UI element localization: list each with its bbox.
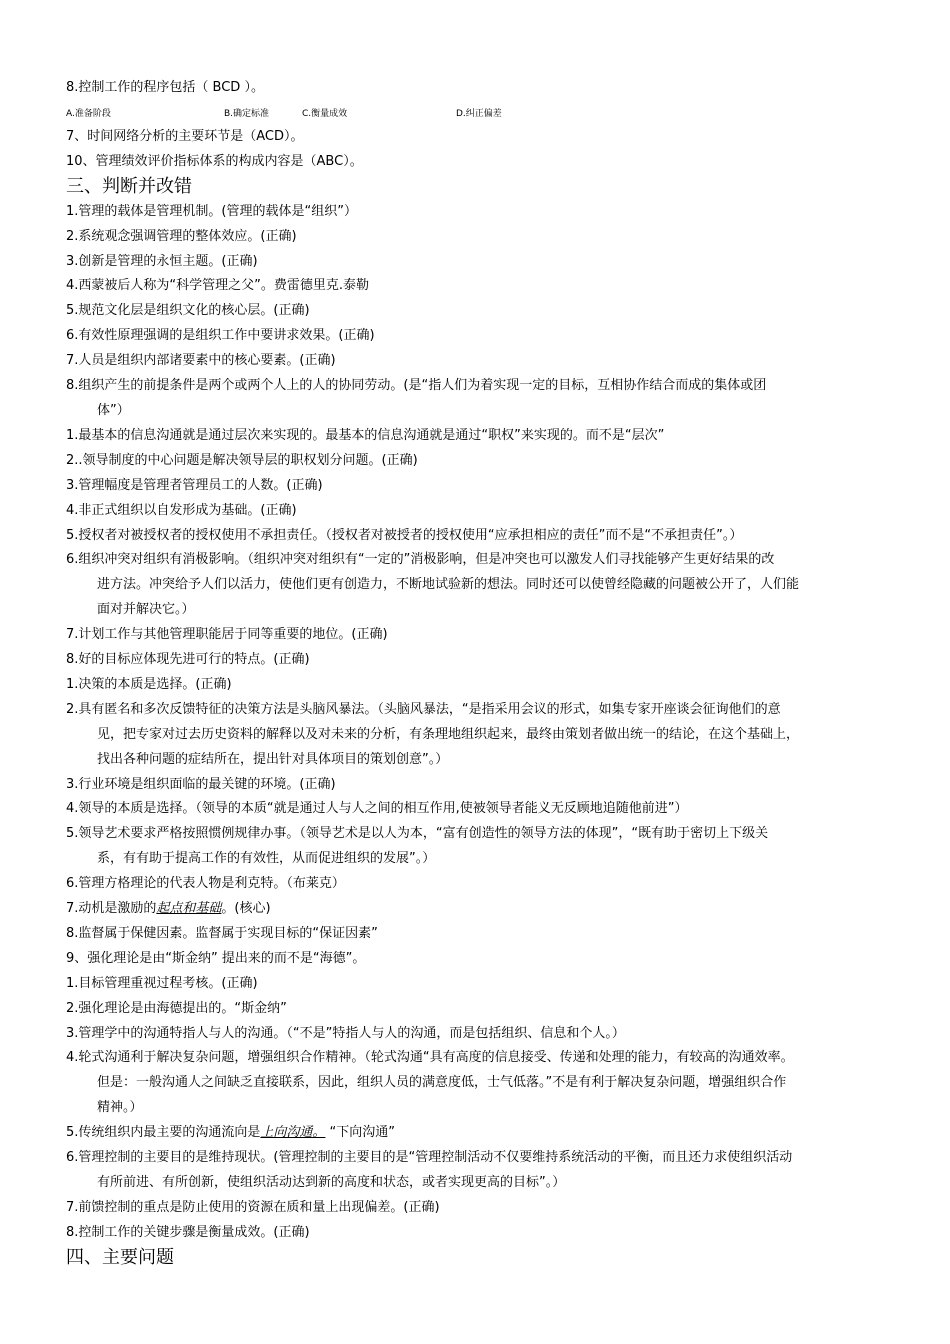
text-line-cont: 但是：一般沟通人之间缺乏直接联系，因此，组织人员的满意度低，士气低落。”不是有利于解决复杂问题，增强组织合作 [97,1075,787,1090]
text-line: 6.组织冲突对组织有消极影响。（组织冲突对组织有“一定的”消极影响，但是冲突也可以激发人们寻找能够产生更好结果的改 [66,552,775,567]
option-a: A.准备阶段 [66,109,111,119]
text-line: 8.组织产生的前提条件是两个或两个人上的人的协同劳动。(是“指人们为着实现一定的目标，互相协作结合而成的集体或团 [66,378,767,393]
q8-options [66,105,866,119]
text-line: 2..领导制度的中心问题是解决领导层的职权划分问题。(正确) [66,453,418,468]
text-line: 2.强化理论是由海德提出的。“斯金纳” [66,1001,287,1016]
text-line: 3.管理学中的沟通特指人与人的沟通。（“不是”特指人与人的沟通，而是包括组织、信息和个人。） [66,1026,625,1041]
comm-flow-underlined: 上向沟通。 [260,1125,326,1140]
text-line: 6.有效性原理强调的是组织工作中要讲求效果。(正确) [66,328,375,343]
text-line-cont: 有所前进、有所创新，使组织活动达到新的高度和状态，或者实现更高的目标”。） [97,1175,566,1190]
text-line: 5.授权者对被授权者的授权使用不承担责任。（授权者对被授者的授权使用“应承担相应的责任”而不是“不承担责任”。） [66,528,743,543]
q7-network-line: 7、时间网络分析的主要环节是（ACD）。 [66,129,304,144]
text-line: 1.管理的载体是管理机制。(管理的载体是“组织”） [66,204,357,219]
option-d: D.纠正偏差 [456,109,502,119]
text-line: 1.目标管理重视过程考核。(正确) [66,976,258,991]
text-line: 1.决策的本质是选择。(正确) [66,677,232,692]
text-line: 6.管理方格理论的代表人物是利克特。（布莱克） [66,876,345,891]
text-line: 4.西蒙被后人称为“科学管理之父”。费雷德里克.泰勒 [66,278,370,293]
text-line-cont: 体”） [97,403,130,418]
text-line: 2.具有匿名和多次反馈特征的决策方法是头脑风暴法。（头脑风暴法，“是指采用会议的形式，如集专家开座谈会征询他们的意 [66,702,781,717]
q8-control-line: 8.控制工作的程序包括（ BCD ）。 [66,80,264,95]
text-line: 4.非正式组织以自发形成为基础。(正确) [66,503,297,518]
motivation-post: 。(核心) [221,901,271,916]
text-line: 3.行业环境是组织面临的最关键的环境。(正确) [66,777,336,792]
text-line-cont: 面对并解决它。） [97,602,195,617]
text-line-cont: 进方法。冲突给予人们以活力，使他们更有创造力，不断地试验新的想法。同时还可以使曾经隐藏的问题被公开了，人们能 [97,577,800,592]
text-line: 7.人员是组织内部诸要素中的核心要素。(正确) [66,353,336,368]
text-line: 1.最基本的信息沟通就是通过层次来实现的。最基本的信息沟通就是通过“职权”来实现的。而不是“层次” [66,428,665,443]
comm-flow-line [66,1124,395,1142]
text-line: 5.规范文化层是组织文化的核心层。(正确) [66,303,310,318]
text-line: 5.领导艺术要求严格按照惯例规律办事。（领导艺术是以人为本，“富有创造性的领导方法的体现”，“既有助于密切上下级关 [66,826,769,841]
text-line: 2.系统观念强调管理的整体效应。(正确) [66,229,297,244]
option-c: C.衡量成效 [302,109,348,119]
motivation-pre: 7.动机是激励的 [66,901,157,916]
comm-flow-post: “下向沟通” [325,1125,396,1140]
text-line-cont: 精神。） [97,1100,143,1115]
text-line-cont: 找出各种问题的症结所在，提出针对具体项目的策划创意”。） [97,752,449,767]
text-line-cont: 系，有有助于提高工作的有效性，从而促进组织的发展”。） [97,851,436,866]
motivation-line [66,900,271,918]
text-line: 8.控制工作的关键步骤是衡量成效。(正确) [66,1225,310,1240]
motivation-underlined: 起点和基础 [156,901,222,916]
comm-flow-pre: 5.传统组织内最主要的沟通流向是 [66,1125,261,1140]
text-line: 8.好的目标应体现先进可行的特点。(正确) [66,652,310,667]
text-line: 7.计划工作与其他管理职能居于同等重要的地位。(正确) [66,627,388,642]
text-line: 4.轮式沟通利于解决复杂问题，增强组织合作精神。（轮式沟通“具有高度的信息接受、传递和处理的能力，有较高的沟通效率。 [66,1050,794,1065]
text-line: 8.监督属于保健因素。监督属于实现目标的“保证因素” [66,926,378,941]
text-line: 3.管理幅度是管理者管理员工的人数。(正确) [66,478,323,493]
q10-perf-line: 10、管理绩效评价指标体系的构成内容是（ABC）。 [66,154,363,169]
section-4-title: 四、主要问题 [66,1247,174,1268]
section-3-title: 三、判断并改错 [66,176,192,197]
text-line: 7.前馈控制的重点是防止使用的资源在质和量上出现偏差。(正确) [66,1200,440,1215]
text-line: 4.领导的本质是选择。（领导的本质“就是通过人与人之间的相互作用,使被领导者能义无反顾地追随他前进”） [66,801,688,816]
text-line: 6.管理控制的主要目的是维持现状。(管理控制的主要目的是“管理控制活动不仅要维持系统活动的平衡，而且还力求使组织活动 [66,1150,793,1165]
text-line-cont: 见，把专家对过去历史资料的解释以及对未来的分析，有条理地组织起来，最终由策划者做出统一的结论，在这个基础上， [97,727,800,742]
text-line: 3.创新是管理的永恒主题。(正确) [66,254,258,269]
option-b: B.确定标准 [224,109,270,119]
text-line: 9、强化理论是由“斯金纳” 提出来的而不是“海德”。 [66,951,366,966]
